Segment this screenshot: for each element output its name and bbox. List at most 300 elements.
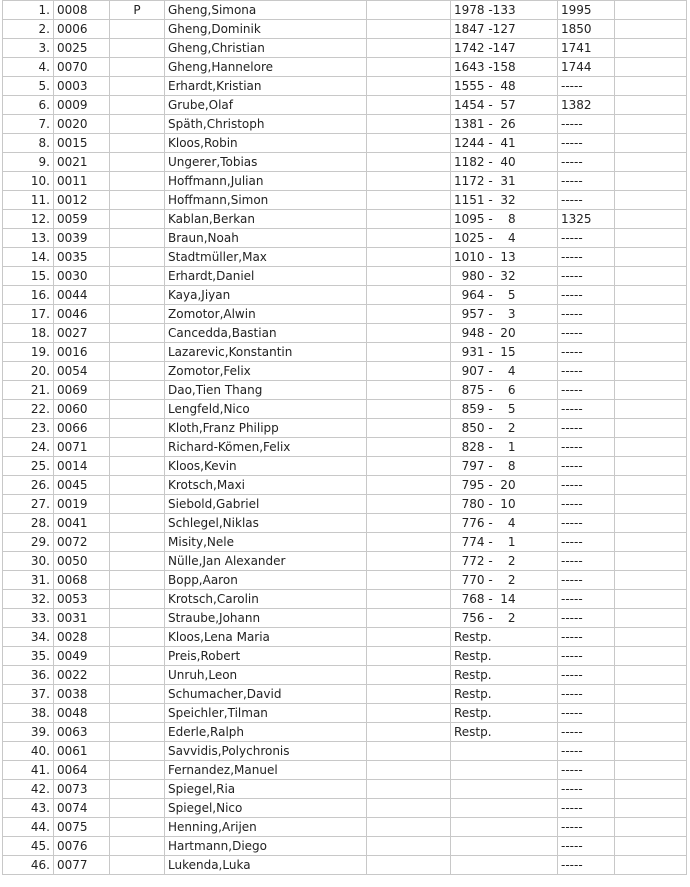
- empty-cell: [615, 647, 687, 666]
- rating-cell: 756 - 2: [451, 609, 558, 628]
- player-name-cell: Siebold,Gabriel: [165, 495, 367, 514]
- empty-cell: [615, 77, 687, 96]
- flag-cell: [110, 115, 165, 134]
- empty-cell: [367, 666, 451, 685]
- empty-cell: [367, 115, 451, 134]
- rating-cell: 1978 -133: [451, 1, 558, 20]
- rating-cell: [451, 742, 558, 761]
- empty-cell: [615, 381, 687, 400]
- rank-cell: 24.: [3, 438, 54, 457]
- rating-cell: 964 - 5: [451, 286, 558, 305]
- player-name-cell: Gheng,Dominik: [165, 20, 367, 39]
- rank-cell: 11.: [3, 191, 54, 210]
- player-name-cell: Savvidis,Polychronis: [165, 742, 367, 761]
- empty-cell: [367, 96, 451, 115]
- empty-cell: [615, 58, 687, 77]
- rating-cell: 875 - 6: [451, 381, 558, 400]
- empty-cell: [367, 723, 451, 742]
- player-id-cell: 0003: [54, 77, 110, 96]
- empty-cell: [615, 685, 687, 704]
- empty-cell: [615, 172, 687, 191]
- table-row: [3, 457, 687, 476]
- flag-cell: [110, 628, 165, 647]
- elo-cell: -----: [558, 685, 615, 704]
- table-row: [3, 666, 687, 685]
- empty-cell: [367, 267, 451, 286]
- rank-cell: 3.: [3, 39, 54, 58]
- player-name-cell: Zomotor,Alwin: [165, 305, 367, 324]
- rank-cell: 8.: [3, 134, 54, 153]
- empty-cell: [367, 818, 451, 837]
- rating-cell: 1025 - 4: [451, 229, 558, 248]
- empty-cell: [367, 248, 451, 267]
- empty-cell: [367, 685, 451, 704]
- player-id-cell: 0066: [54, 419, 110, 438]
- player-id-cell: 0046: [54, 305, 110, 324]
- flag-cell: [110, 267, 165, 286]
- empty-cell: [367, 799, 451, 818]
- player-name-cell: Misity,Nele: [165, 533, 367, 552]
- rating-cell: 1151 - 32: [451, 191, 558, 210]
- empty-cell: [615, 305, 687, 324]
- player-name-cell: Henning,Arijen: [165, 818, 367, 837]
- rating-cell: 1010 - 13: [451, 248, 558, 267]
- table-row: [3, 419, 687, 438]
- rating-cell: 1555 - 48: [451, 77, 558, 96]
- empty-cell: [367, 229, 451, 248]
- elo-cell: -----: [558, 666, 615, 685]
- player-name-cell: Kaya,Jiyan: [165, 286, 367, 305]
- player-id-cell: 0009: [54, 96, 110, 115]
- elo-cell: -----: [558, 457, 615, 476]
- ranking-table-body: [3, 1, 687, 875]
- empty-cell: [367, 780, 451, 799]
- rank-cell: 29.: [3, 533, 54, 552]
- empty-cell: [615, 400, 687, 419]
- table-row: [3, 495, 687, 514]
- elo-cell: -----: [558, 780, 615, 799]
- flag-cell: [110, 381, 165, 400]
- empty-cell: [367, 58, 451, 77]
- rating-cell: 797 - 8: [451, 457, 558, 476]
- rating-cell: 1095 - 8: [451, 210, 558, 229]
- empty-cell: [615, 495, 687, 514]
- player-name-cell: Richard-Kömen,Felix: [165, 438, 367, 457]
- rank-cell: 44.: [3, 818, 54, 837]
- flag-cell: [110, 172, 165, 191]
- flag-cell: [110, 77, 165, 96]
- rank-cell: 21.: [3, 381, 54, 400]
- flag-cell: [110, 305, 165, 324]
- player-name-cell: Bopp,Aaron: [165, 571, 367, 590]
- empty-cell: [615, 20, 687, 39]
- player-id-cell: 0021: [54, 153, 110, 172]
- empty-cell: [367, 647, 451, 666]
- elo-cell: -----: [558, 229, 615, 248]
- player-id-cell: 0073: [54, 780, 110, 799]
- table-row: [3, 324, 687, 343]
- table-row: [3, 134, 687, 153]
- table-row: [3, 780, 687, 799]
- table-row: [3, 191, 687, 210]
- player-name-cell: Hoffmann,Julian: [165, 172, 367, 191]
- flag-cell: [110, 210, 165, 229]
- rating-cell: 770 - 2: [451, 571, 558, 590]
- empty-cell: [615, 723, 687, 742]
- rank-cell: 37.: [3, 685, 54, 704]
- elo-cell: -----: [558, 305, 615, 324]
- player-id-cell: 0020: [54, 115, 110, 134]
- table-row: [3, 514, 687, 533]
- flag-cell: [110, 533, 165, 552]
- rating-cell: [451, 761, 558, 780]
- table-row: [3, 552, 687, 571]
- flag-cell: [110, 685, 165, 704]
- rating-cell: 772 - 2: [451, 552, 558, 571]
- flag-cell: [110, 799, 165, 818]
- empty-cell: [367, 210, 451, 229]
- flag-cell: [110, 856, 165, 875]
- elo-cell: -----: [558, 286, 615, 305]
- table-row: [3, 1, 687, 20]
- rating-cell: 768 - 14: [451, 590, 558, 609]
- elo-cell: 1995: [558, 1, 615, 20]
- player-name-cell: Kablan,Berkan: [165, 210, 367, 229]
- empty-cell: [615, 780, 687, 799]
- player-name-cell: Kloos,Lena Maria: [165, 628, 367, 647]
- elo-cell: -----: [558, 419, 615, 438]
- rating-cell: Restp.: [451, 723, 558, 742]
- empty-cell: [367, 856, 451, 875]
- table-row: [3, 267, 687, 286]
- table-row: [3, 590, 687, 609]
- rank-cell: 39.: [3, 723, 54, 742]
- player-name-cell: Gheng,Simona: [165, 1, 367, 20]
- elo-cell: -----: [558, 381, 615, 400]
- table-row: [3, 286, 687, 305]
- table-row: [3, 533, 687, 552]
- empty-cell: [367, 628, 451, 647]
- table-row: [3, 153, 687, 172]
- flag-cell: [110, 362, 165, 381]
- flag-cell: [110, 400, 165, 419]
- empty-cell: [615, 609, 687, 628]
- player-name-cell: Speichler,Tilman: [165, 704, 367, 723]
- rank-cell: 42.: [3, 780, 54, 799]
- player-id-cell: 0016: [54, 343, 110, 362]
- elo-cell: -----: [558, 571, 615, 590]
- empty-cell: [367, 590, 451, 609]
- empty-cell: [367, 400, 451, 419]
- elo-cell: -----: [558, 191, 615, 210]
- rank-cell: 40.: [3, 742, 54, 761]
- player-id-cell: 0048: [54, 704, 110, 723]
- elo-cell: -----: [558, 590, 615, 609]
- empty-cell: [615, 761, 687, 780]
- rank-cell: 43.: [3, 799, 54, 818]
- player-id-cell: 0022: [54, 666, 110, 685]
- elo-cell: -----: [558, 153, 615, 172]
- empty-cell: [367, 134, 451, 153]
- elo-cell: -----: [558, 495, 615, 514]
- flag-cell: [110, 134, 165, 153]
- rating-cell: Restp.: [451, 666, 558, 685]
- player-id-cell: 0050: [54, 552, 110, 571]
- empty-cell: [615, 533, 687, 552]
- rating-cell: 1244 - 41: [451, 134, 558, 153]
- rank-cell: 33.: [3, 609, 54, 628]
- empty-cell: [367, 837, 451, 856]
- player-id-cell: 0041: [54, 514, 110, 533]
- table-row: [3, 818, 687, 837]
- flag-cell: [110, 343, 165, 362]
- player-name-cell: Kloth,Franz Philipp: [165, 419, 367, 438]
- player-name-cell: Erhardt,Daniel: [165, 267, 367, 286]
- empty-cell: [615, 476, 687, 495]
- flag-cell: [110, 704, 165, 723]
- table-row: [3, 172, 687, 191]
- rating-cell: 795 - 20: [451, 476, 558, 495]
- flag-cell: [110, 514, 165, 533]
- empty-cell: [367, 20, 451, 39]
- table-row: [3, 115, 687, 134]
- flag-cell: [110, 58, 165, 77]
- table-row: [3, 742, 687, 761]
- rating-cell: Restp.: [451, 685, 558, 704]
- elo-cell: -----: [558, 115, 615, 134]
- table-row: [3, 248, 687, 267]
- empty-cell: [615, 856, 687, 875]
- elo-cell: -----: [558, 172, 615, 191]
- rank-cell: 12.: [3, 210, 54, 229]
- table-row: [3, 647, 687, 666]
- rating-cell: 931 - 15: [451, 343, 558, 362]
- player-name-cell: Stadtmüller,Max: [165, 248, 367, 267]
- rating-cell: 774 - 1: [451, 533, 558, 552]
- empty-cell: [615, 267, 687, 286]
- rating-cell: [451, 818, 558, 837]
- player-name-cell: Nülle,Jan Alexander: [165, 552, 367, 571]
- rating-cell: 859 - 5: [451, 400, 558, 419]
- table-row: [3, 343, 687, 362]
- player-id-cell: 0063: [54, 723, 110, 742]
- empty-cell: [367, 495, 451, 514]
- rank-cell: 6.: [3, 96, 54, 115]
- flag-cell: [110, 96, 165, 115]
- rank-cell: 31.: [3, 571, 54, 590]
- rating-cell: 1643 -158: [451, 58, 558, 77]
- player-name-cell: Lazarevic,Konstantin: [165, 343, 367, 362]
- rank-cell: 10.: [3, 172, 54, 191]
- elo-cell: -----: [558, 799, 615, 818]
- empty-cell: [367, 609, 451, 628]
- flag-cell: [110, 20, 165, 39]
- player-name-cell: Hoffmann,Simon: [165, 191, 367, 210]
- empty-cell: [367, 191, 451, 210]
- empty-cell: [615, 590, 687, 609]
- elo-cell: -----: [558, 761, 615, 780]
- rank-cell: 2.: [3, 20, 54, 39]
- player-id-cell: 0044: [54, 286, 110, 305]
- flag-cell: [110, 742, 165, 761]
- elo-cell: -----: [558, 742, 615, 761]
- rating-cell: [451, 837, 558, 856]
- rank-cell: 17.: [3, 305, 54, 324]
- rating-cell: [451, 856, 558, 875]
- flag-cell: [110, 286, 165, 305]
- player-name-cell: Gheng,Christian: [165, 39, 367, 58]
- table-row: [3, 96, 687, 115]
- rank-cell: 35.: [3, 647, 54, 666]
- player-id-cell: 0072: [54, 533, 110, 552]
- elo-cell: -----: [558, 837, 615, 856]
- elo-cell: -----: [558, 647, 615, 666]
- rating-cell: 850 - 2: [451, 419, 558, 438]
- flag-cell: [110, 590, 165, 609]
- elo-cell: -----: [558, 248, 615, 267]
- rating-cell: Restp.: [451, 628, 558, 647]
- empty-cell: [615, 248, 687, 267]
- elo-cell: -----: [558, 609, 615, 628]
- empty-cell: [615, 362, 687, 381]
- empty-cell: [615, 134, 687, 153]
- empty-cell: [615, 438, 687, 457]
- player-id-cell: 0075: [54, 818, 110, 837]
- player-name-cell: Ederle,Ralph: [165, 723, 367, 742]
- empty-cell: [367, 514, 451, 533]
- table-row: [3, 571, 687, 590]
- rating-cell: 776 - 4: [451, 514, 558, 533]
- table-row: [3, 58, 687, 77]
- elo-cell: -----: [558, 818, 615, 837]
- table-row: [3, 476, 687, 495]
- player-name-cell: Schumacher,David: [165, 685, 367, 704]
- rating-cell: 780 - 10: [451, 495, 558, 514]
- player-name-cell: Krotsch,Maxi: [165, 476, 367, 495]
- player-name-cell: Krotsch,Carolin: [165, 590, 367, 609]
- flag-cell: P: [110, 1, 165, 20]
- elo-cell: -----: [558, 362, 615, 381]
- empty-cell: [367, 362, 451, 381]
- rank-cell: 32.: [3, 590, 54, 609]
- player-id-cell: 0053: [54, 590, 110, 609]
- player-name-cell: Gheng,Hannelore: [165, 58, 367, 77]
- player-id-cell: 0059: [54, 210, 110, 229]
- player-name-cell: Lukenda,Luka: [165, 856, 367, 875]
- player-name-cell: Straube,Johann: [165, 609, 367, 628]
- table-row: [3, 20, 687, 39]
- empty-cell: [615, 153, 687, 172]
- player-name-cell: Erhardt,Kristian: [165, 77, 367, 96]
- flag-cell: [110, 761, 165, 780]
- empty-cell: [615, 799, 687, 818]
- player-name-cell: Cancedda,Bastian: [165, 324, 367, 343]
- player-id-cell: 0038: [54, 685, 110, 704]
- player-id-cell: 0028: [54, 628, 110, 647]
- flag-cell: [110, 153, 165, 172]
- elo-cell: -----: [558, 533, 615, 552]
- rank-cell: 28.: [3, 514, 54, 533]
- empty-cell: [615, 837, 687, 856]
- rank-cell: 1.: [3, 1, 54, 20]
- empty-cell: [615, 39, 687, 58]
- player-name-cell: Lengfeld,Nico: [165, 400, 367, 419]
- empty-cell: [367, 39, 451, 58]
- rank-cell: 5.: [3, 77, 54, 96]
- player-id-cell: 0015: [54, 134, 110, 153]
- empty-cell: [615, 552, 687, 571]
- rank-cell: 20.: [3, 362, 54, 381]
- empty-cell: [615, 286, 687, 305]
- flag-cell: [110, 837, 165, 856]
- empty-cell: [367, 552, 451, 571]
- elo-cell: -----: [558, 856, 615, 875]
- table-row: [3, 305, 687, 324]
- elo-cell: 1744: [558, 58, 615, 77]
- elo-cell: -----: [558, 552, 615, 571]
- table-row: [3, 381, 687, 400]
- elo-cell: 1325: [558, 210, 615, 229]
- player-id-cell: 0011: [54, 172, 110, 191]
- rating-cell: 948 - 20: [451, 324, 558, 343]
- empty-cell: [367, 704, 451, 723]
- player-name-cell: Zomotor,Felix: [165, 362, 367, 381]
- empty-cell: [615, 628, 687, 647]
- player-id-cell: 0074: [54, 799, 110, 818]
- empty-cell: [615, 571, 687, 590]
- rating-cell: 828 - 1: [451, 438, 558, 457]
- rank-cell: 16.: [3, 286, 54, 305]
- player-id-cell: 0012: [54, 191, 110, 210]
- table-row: [3, 704, 687, 723]
- elo-cell: -----: [558, 324, 615, 343]
- empty-cell: [615, 419, 687, 438]
- rating-cell: 1454 - 57: [451, 96, 558, 115]
- elo-cell: -----: [558, 514, 615, 533]
- player-id-cell: 0025: [54, 39, 110, 58]
- player-id-cell: 0061: [54, 742, 110, 761]
- rating-cell: [451, 780, 558, 799]
- flag-cell: [110, 495, 165, 514]
- player-id-cell: 0027: [54, 324, 110, 343]
- player-name-cell: Preis,Robert: [165, 647, 367, 666]
- flag-cell: [110, 191, 165, 210]
- rank-cell: 7.: [3, 115, 54, 134]
- rank-cell: 14.: [3, 248, 54, 267]
- flag-cell: [110, 571, 165, 590]
- empty-cell: [367, 1, 451, 20]
- player-id-cell: 0006: [54, 20, 110, 39]
- flag-cell: [110, 818, 165, 837]
- player-id-cell: 0064: [54, 761, 110, 780]
- rating-cell: 907 - 4: [451, 362, 558, 381]
- elo-cell: -----: [558, 476, 615, 495]
- empty-cell: [615, 191, 687, 210]
- player-name-cell: Unruh,Leon: [165, 666, 367, 685]
- rank-cell: 38.: [3, 704, 54, 723]
- empty-cell: [615, 343, 687, 362]
- player-name-cell: Dao,Tien Thang: [165, 381, 367, 400]
- player-id-cell: 0076: [54, 837, 110, 856]
- rating-cell: 980 - 32: [451, 267, 558, 286]
- table-row: [3, 609, 687, 628]
- player-id-cell: 0077: [54, 856, 110, 875]
- player-id-cell: 0008: [54, 1, 110, 20]
- rank-cell: 25.: [3, 457, 54, 476]
- empty-cell: [615, 229, 687, 248]
- empty-cell: [367, 77, 451, 96]
- player-id-cell: 0068: [54, 571, 110, 590]
